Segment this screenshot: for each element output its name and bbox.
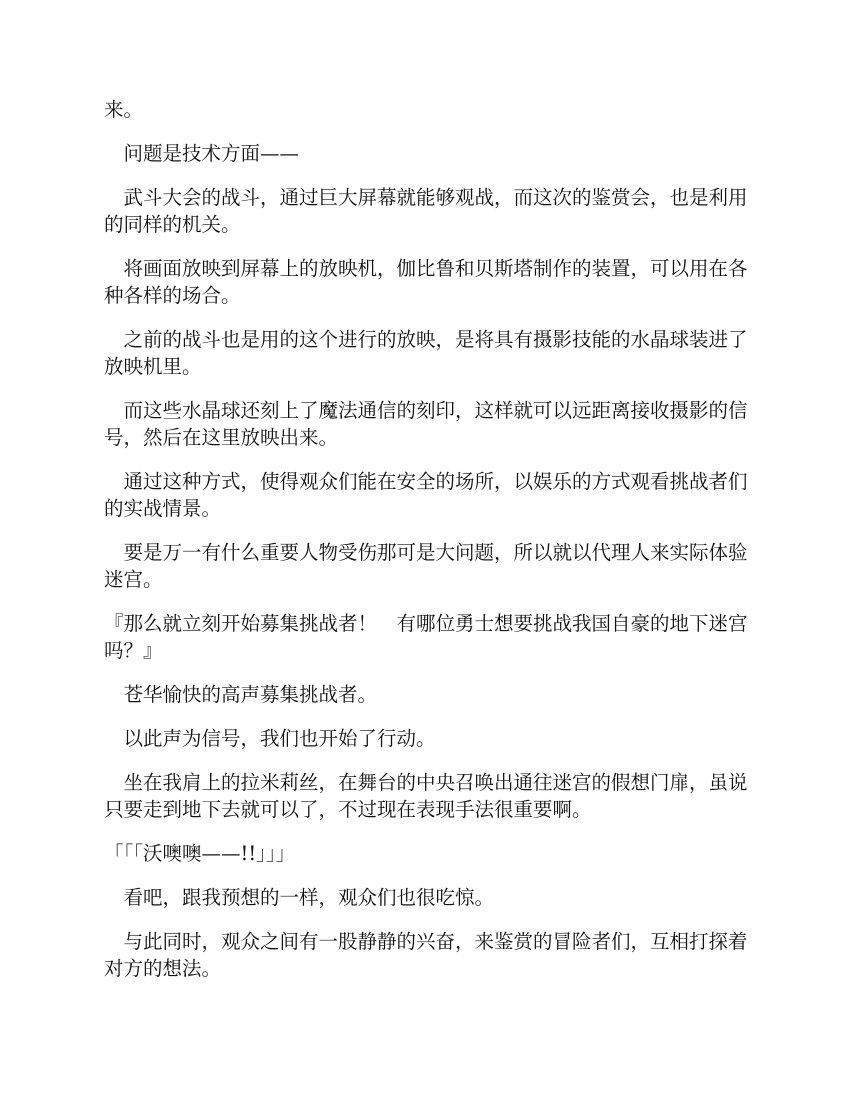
paragraph-11: 坐在我肩上的拉米莉丝，在舞台的中央召唤出通往迷宫的假想门扉，虽说只要走到地下去就可以了，不过现在表现手法很重要啊。: [104, 771, 748, 821]
paragraph-12: 「「「沃噢噢——!!」」」: [104, 842, 296, 865]
paragraph-2: 武斗大会的战斗，通过巨大屏幕就能够观战，而这次的鉴赏会，也是利用的同样的机关。: [104, 186, 748, 236]
paragraph-1: 问题是技术方面——: [123, 142, 300, 165]
paragraph-9: 苍华愉快的高声募集挑战者。: [123, 683, 378, 706]
paragraph-8: 『那么就立刻开始募集挑战者！ 有哪位勇士想要挑战我国自豪的地下迷宫吗？』: [104, 612, 748, 662]
paragraph-3: 将画面放映到屏幕上的放映机，伽比鲁和贝斯塔制作的装置，可以用在各种各样的场合。: [104, 257, 748, 307]
paragraph-13: 看吧，跟我预想的一样，观众们也很吃惊。: [123, 886, 495, 909]
document-page: [104, 96, 752, 999]
paragraph-0: 来。: [104, 98, 144, 121]
paragraph-14: 与此同时，观众之间有一股静静的兴奋，来鉴赏的冒险者们，互相打探着对方的想法。: [104, 930, 748, 980]
paragraph-5: 而这些水晶球还刻上了魔法通信的刻印，这样就可以远距离接收摄影的信号，然后在这里放映出来。: [104, 399, 748, 449]
paragraph-10: 以此声为信号，我们也开始了行动。: [123, 727, 436, 750]
paragraph-4: 之前的战斗也是用的这个进行的放映，是将具有摄影技能的水晶球装进了放映机里。: [104, 328, 748, 378]
paragraph-6: 通过这种方式，使得观众们能在安全的场所，以娱乐的方式观看挑战者们的实战情景。: [104, 470, 748, 520]
paragraph-7: 要是万一有什么重要人物受伤那可是大问题，所以就以代理人来实际体验迷宫。: [104, 541, 748, 591]
